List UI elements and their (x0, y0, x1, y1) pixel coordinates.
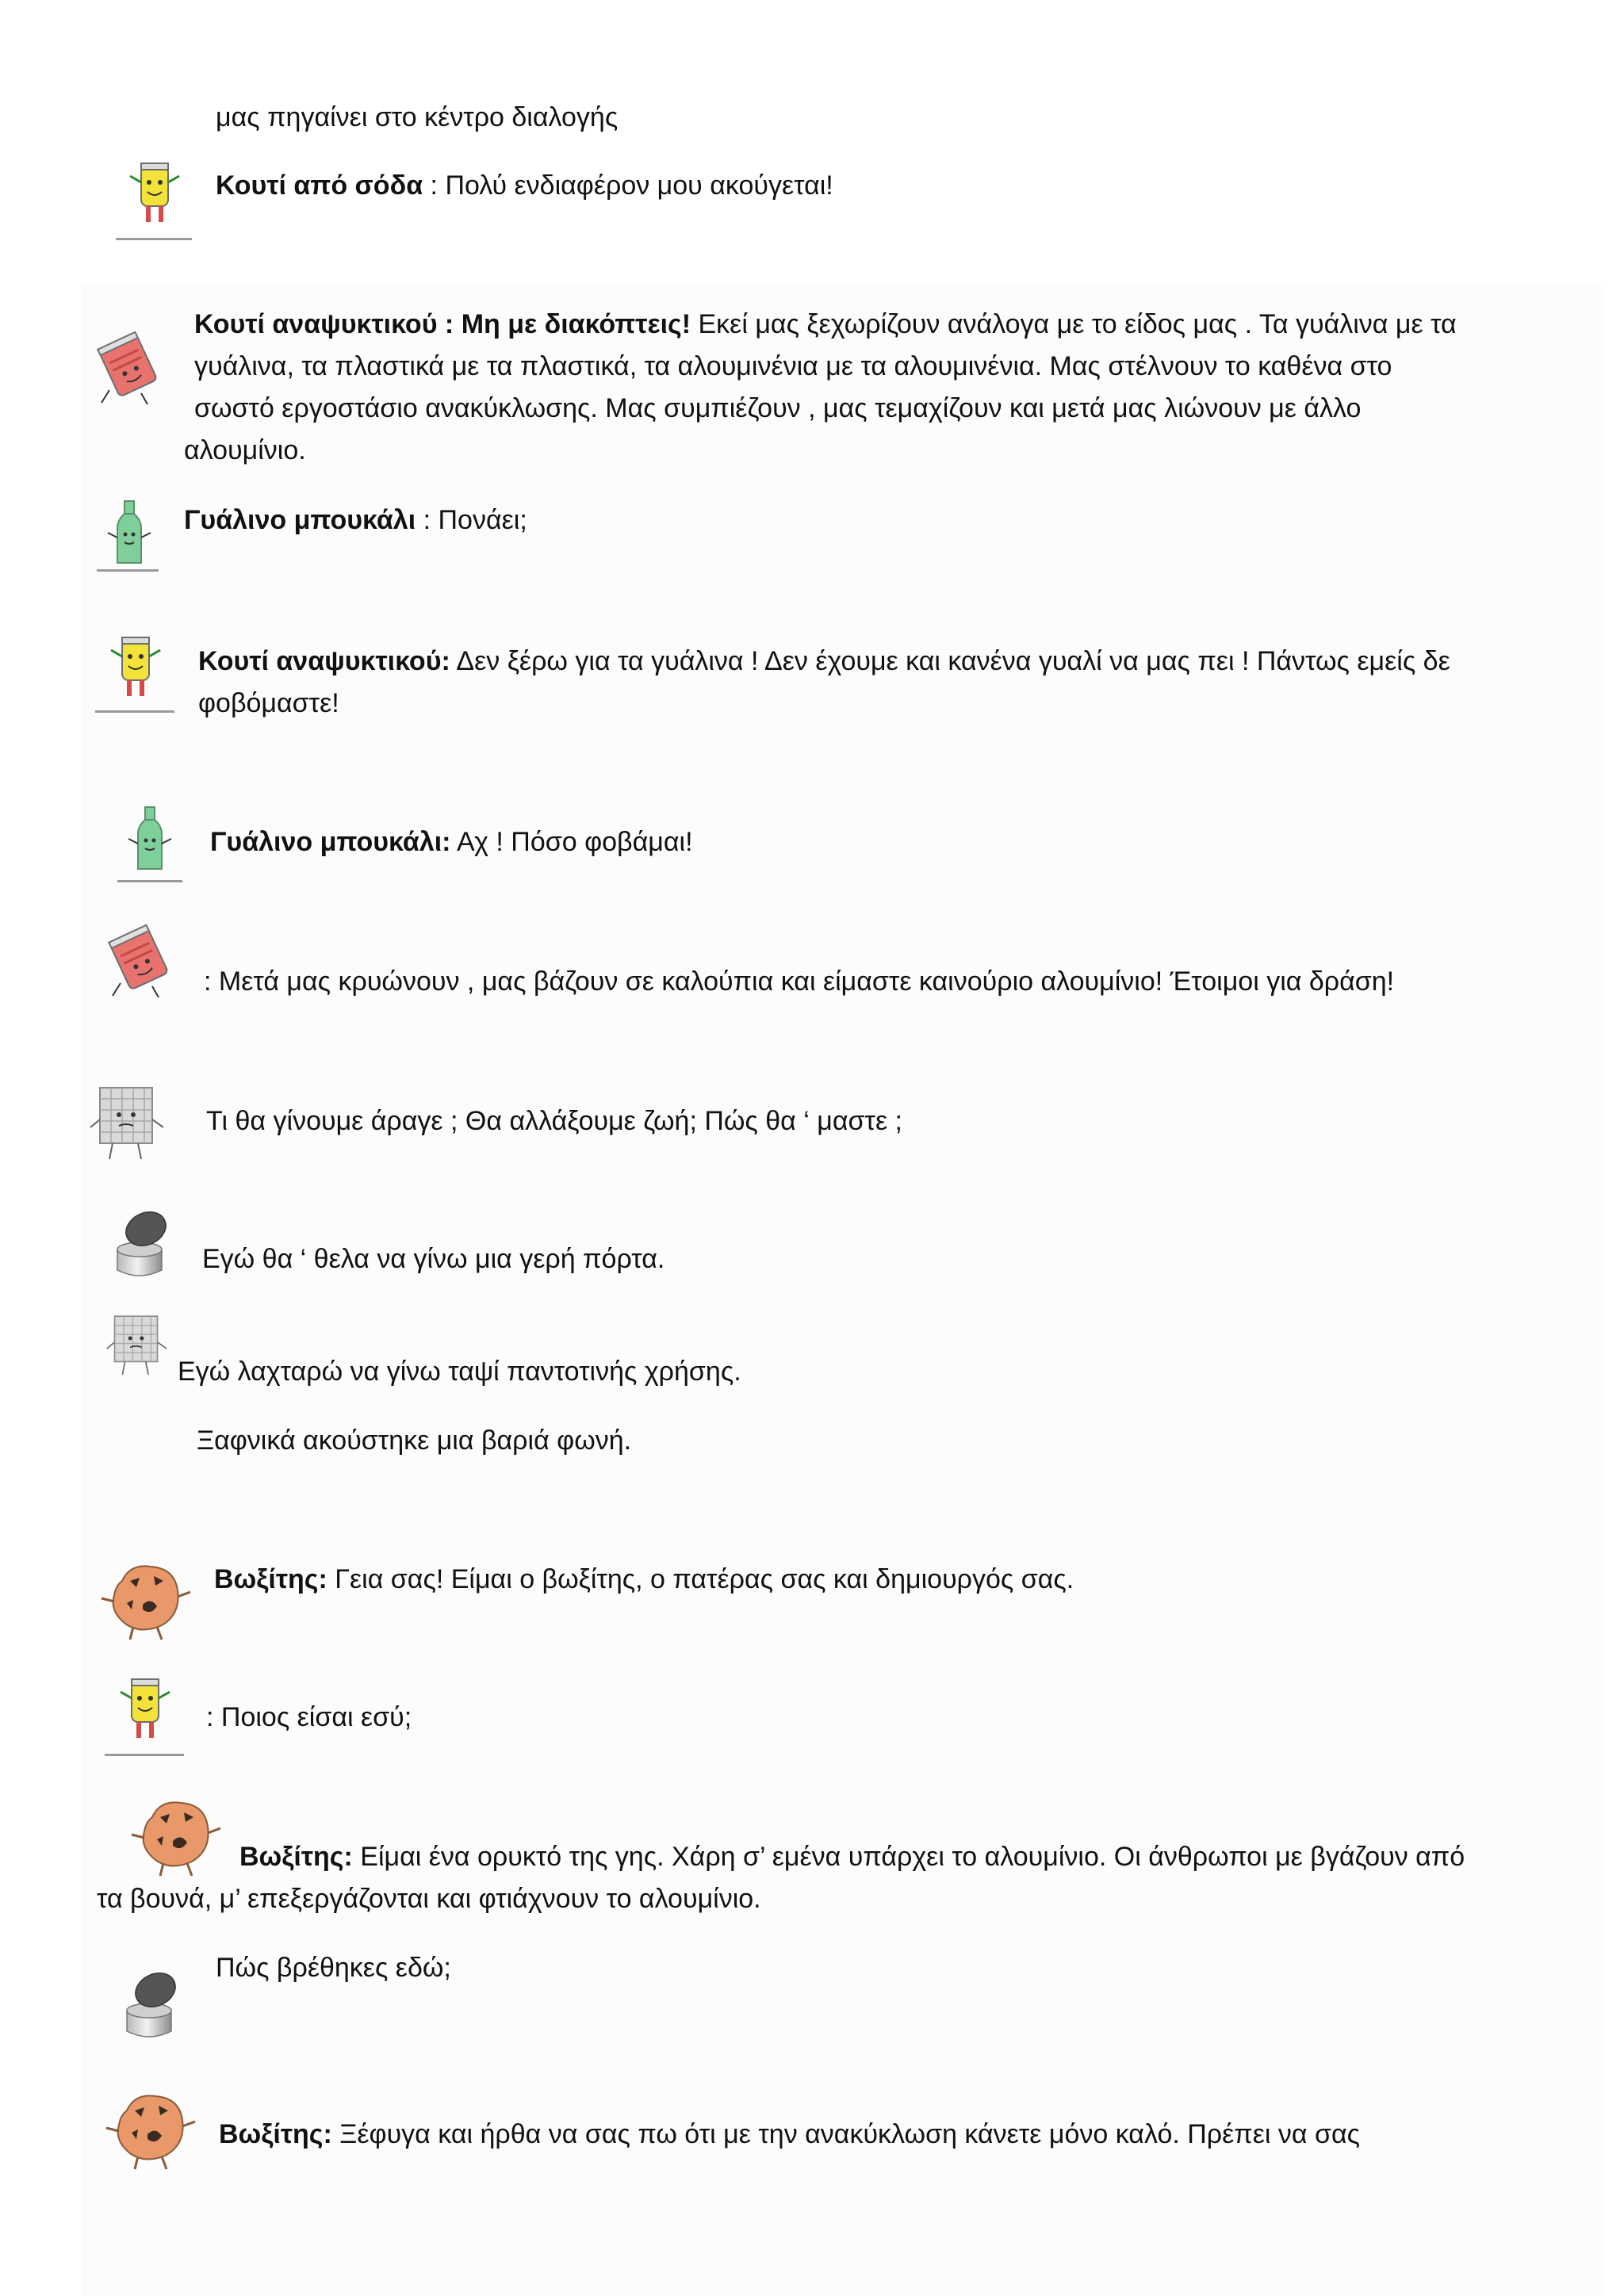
dialogue-line (194, 304, 1457, 346)
line-text: Γεια σας! Είμαι ο βωξίτης, ο πατέρας σας και δημιουργός σας. (335, 1564, 1074, 1594)
icon-baseline (116, 238, 192, 240)
line-text: σωστό εργοστάσιο ανακύκλωσης. Μας συμπιέζουν , μας τεμαχίζουν και μετά μας λιώνουν με άλλο (194, 393, 1362, 423)
bauxite-rock-character-icon (128, 1793, 224, 1881)
dialogue-line (204, 961, 1394, 1003)
line-text: Εκεί μας ξεχωρίζουν ανάλογα με το είδος μας . Τα γυάλινα με τα (698, 309, 1457, 339)
bauxite-rock-character-icon (98, 1557, 193, 1644)
dialogue-line (219, 2114, 1360, 2156)
line-text: Πολύ ενδιαφέρον μου ακούγεται! (445, 170, 833, 201)
soda-can-character-icon (117, 155, 193, 235)
soda-can-character-icon (108, 1671, 184, 1751)
line-text: Εγώ θα ‘ θελα να γίνω μια γερή πόρτα. (202, 1244, 665, 1274)
line-separator (327, 1564, 335, 1594)
dialogue-line (198, 683, 339, 725)
line-text: Αχ ! Πόσο φοβάμαι! (457, 827, 693, 857)
line-separator: : (423, 170, 446, 201)
grey-box-character-icon (89, 1080, 168, 1167)
dialogue-line (198, 641, 1450, 683)
line-text: μας πηγαίνει στο κέντρο διαλογής (216, 102, 619, 132)
dialogue-line (216, 165, 833, 207)
speaker-name: Κουτί από σόδα (216, 170, 423, 201)
dialogue-line (239, 1836, 1465, 1878)
speaker-name: Βωξίτης: (239, 1842, 353, 1872)
icon-baseline (105, 1754, 184, 1756)
line-text: φοβόμαστε! (198, 688, 339, 718)
dialogue-line (214, 1559, 1074, 1601)
line-text: Ξαφνικά ακούστηκε μια βαριά φωνή. (197, 1425, 632, 1456)
dialogue-line (206, 1697, 412, 1739)
glass-bottle-character-icon (122, 804, 178, 875)
dialogue-line (97, 1878, 761, 1920)
speaker-name: Γυάλινο μπουκάλι: (210, 827, 451, 857)
speaker-name: Κουτί αναψυκτικού: (198, 646, 450, 676)
soda-can-character-icon (98, 629, 174, 709)
line-text: : Μετά μας κρυώνουν , μας βάζουν σε καλούπια και είμαστε καινούριο αλουμίνιο! Έτοιμοι για δράση! (204, 966, 1395, 997)
icon-baseline (97, 569, 159, 572)
speaker-name: Γυάλινο μπουκάλι (184, 505, 416, 535)
line-separator (353, 1842, 360, 1872)
icon-baseline (117, 880, 182, 882)
tin-can-icon (109, 1210, 173, 1281)
speaker-name: Βωξίτης: (214, 1564, 327, 1594)
dialogue-line (184, 430, 306, 472)
dialogue-line (194, 388, 1361, 430)
line-text: τα βουνά, μ’ επεξεργάζονται και φτιάχνουν το αλουμίνιο. (97, 1884, 761, 1914)
line-separator: : (416, 505, 439, 535)
grey-box-character-icon (98, 1310, 178, 1381)
tin-can-icon (119, 1971, 182, 2042)
line-text: αλουμίνιο. (184, 435, 306, 465)
line-text: Είμαι ένα ορυκτό της γης. Χάρη σ’ εμένα υπάρχει το αλουμίνιο. Οι άνθρωποι με βγάζουν από (360, 1842, 1465, 1872)
dialogue-line (206, 1100, 902, 1142)
bauxite-rock-character-icon (103, 2087, 198, 2174)
dialogue-line (194, 346, 1392, 388)
line-text: Πώς βρέθηκες εδώ; (216, 1953, 451, 1983)
dialogue-line (210, 821, 693, 863)
red-can-character-icon (97, 920, 184, 999)
line-text: Δεν ξέρω για τα γυάλινα ! Δεν έχουμε και κανένα γυαλί να μας πει ! Πάντως εμείς δε (456, 646, 1450, 676)
dialogue-line (197, 1420, 631, 1462)
line-text: Ξέφυγα και ήρθα να σας πω ότι με την ανακύκλωση κάνετε μόνο καλό. Πρέπει να σας (339, 2119, 1361, 2149)
icon-baseline (95, 710, 174, 713)
dialogue-line (216, 1947, 451, 1989)
page-background-shade (82, 285, 1605, 2296)
line-text: : Ποιος είσαι εσύ; (206, 1702, 412, 1732)
dialogue-line (178, 1351, 741, 1393)
line-separator (332, 2119, 339, 2149)
line-text: Εγώ λαχταρώ να γίνω ταψί παντοτινής χρήσης. (178, 1357, 741, 1387)
dialogue-line (216, 97, 618, 139)
glass-bottle-character-icon (102, 498, 157, 569)
speaker-name: Κουτί αναψυκτικού : Μη με διακόπτεις! (194, 309, 691, 339)
dialogue-line (184, 499, 527, 541)
line-text: γυάλινα, τα πλαστικά με τα πλαστικά, τα αλουμινένια με τα αλουμινένια. Μας στέλνουν το καθένα στο (194, 351, 1392, 381)
red-can-character-icon (86, 327, 173, 406)
line-text: Τι θα γίνουμε άραγε ; Θα αλλάξουμε ζωή; Πώς θα ‘ μαστε ; (206, 1106, 902, 1136)
line-separator (450, 827, 457, 857)
line-text: Πονάει; (438, 505, 527, 535)
speaker-name: Βωξίτης: (219, 2119, 332, 2149)
dialogue-line (202, 1238, 665, 1280)
